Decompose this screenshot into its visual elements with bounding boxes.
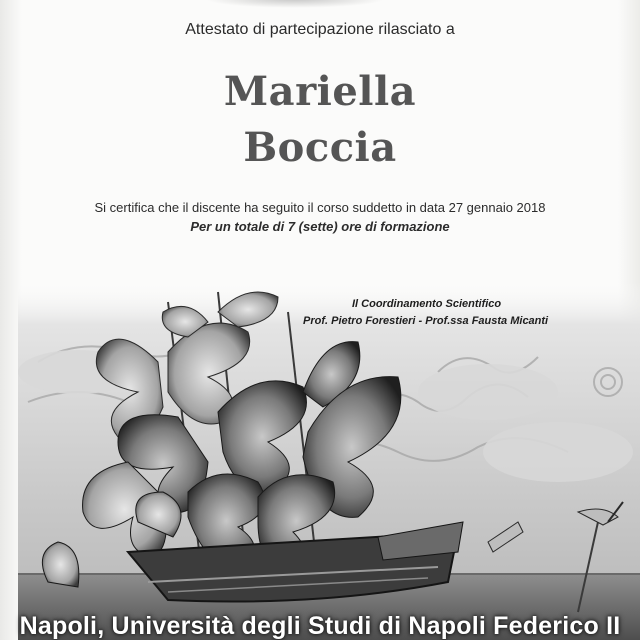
butterfly-ship-painting <box>18 282 640 640</box>
university-footer: Napoli, Università degli Studi di Napoli Federico II <box>19 612 621 640</box>
recipient-first-name: Mariella <box>223 68 417 115</box>
total-hours-statement: Per un totale di 7 (sette) ore di formazione <box>190 219 450 234</box>
certification-statement: Si certifica che il discente ha seguito il corso suddetto in data 27 gennaio 2018 <box>94 200 546 215</box>
professors-names: Prof. Pietro Forestieri - Prof.ssa Fausta Micanti <box>303 315 549 327</box>
cropped-header-mark <box>205 0 385 8</box>
coordinamento-label: Il Coordinamento Scientifico <box>352 298 502 310</box>
attestato-heading: Attestato di partecipazione rilasciato a <box>185 21 455 38</box>
recipient-last-name: Boccia <box>243 124 397 171</box>
